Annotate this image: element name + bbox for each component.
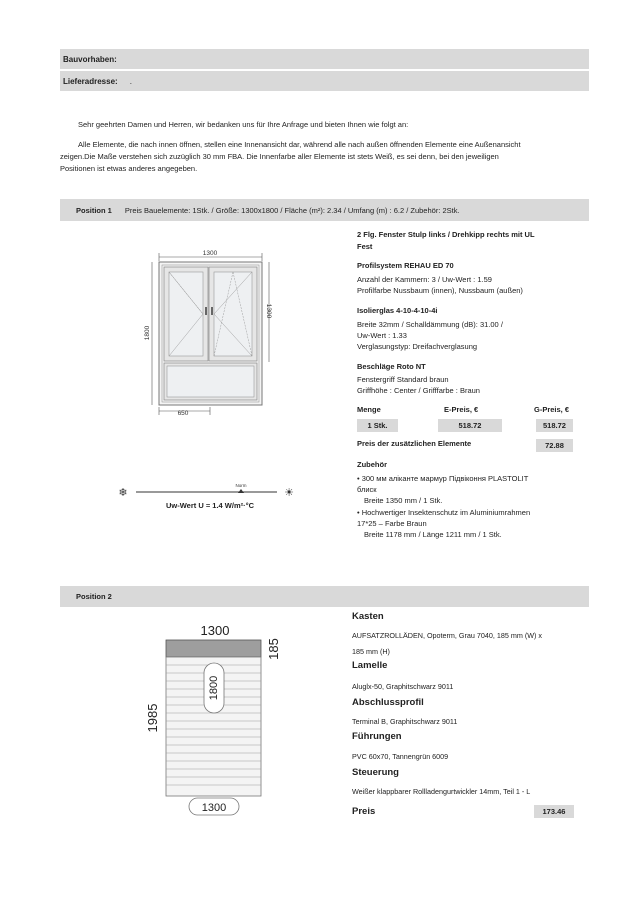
p1-width-label: 1300 xyxy=(202,250,218,257)
p1-profile-line1: Anzahl der Kammern: 3 / Uw-Wert : 1.59 xyxy=(357,275,492,284)
p1-profile-line2: Profilfarbe Nussbaum (innen), Nussbaum (außen) xyxy=(357,286,523,295)
uw-value: Uw-Wert U = 1.4 W/m²·°C xyxy=(165,501,255,510)
position1-bar xyxy=(60,199,589,221)
kasten-line1: AUFSATZROLLÄDEN, Opoterm, Grau 7040, 185 mm (W) x xyxy=(352,631,542,640)
position2-bar xyxy=(60,586,589,607)
acc2-line3: Breite 1178 mm / Länge 1211 mm / 1 Stk. xyxy=(364,530,502,539)
col-menge-header: Menge xyxy=(357,405,381,414)
norm-marker-icon xyxy=(238,489,244,493)
accessories-title: Zubehör xyxy=(357,460,387,469)
p1-glass-line2: Uw-Wert : 1.33 xyxy=(357,331,407,340)
bauvorhaben-label: Bauvorhaben: xyxy=(63,54,117,64)
acc1-line1: • 300 мм аліканте мармур Підвіконня PLASTOLIT xyxy=(357,474,529,483)
acc2-line1: • Hochwertiger Insektenschutz im Aluminiumrahmen xyxy=(357,508,531,517)
steuerung-title: Steuerung xyxy=(352,767,399,778)
lieferadresse-value: . xyxy=(129,76,132,86)
p1-glass-line3: Verglasungstyp: Dreifachverglasung xyxy=(357,342,478,351)
p1-sash-height-label: 1300 xyxy=(265,303,272,319)
p1-title-line2: Fest xyxy=(357,242,373,251)
shutter-drawing xyxy=(140,618,290,823)
intro-line-2: Alle Elemente, die nach innen öffnen, stellen eine Innenansicht dar, während alle nach außen öffnenden Elemente eine Außenansicht xyxy=(78,140,521,149)
lamelle-text: Aluglx-50, Graphitschwarz 9011 xyxy=(352,682,454,691)
p2-total-height-label: 1985 xyxy=(145,703,160,733)
intro-line-3: zeigen.Die Maße verstehen sich zuzüglich 30 mm FBA. Die Innenfarbe aller Elemente ist stets Weiß, es sei denn, bei den jeweiligen xyxy=(60,152,499,161)
p1-hardware-line1: Fenstergriff Standard braun xyxy=(357,375,449,384)
p2-preis-value: 173.46 xyxy=(534,805,574,818)
lamelle-title: Lamelle xyxy=(352,660,388,671)
snowflake-icon: ❄ xyxy=(118,487,128,499)
p1-profile-title: Profilsystem REHAU ED 70 xyxy=(357,261,454,270)
p1-title-line1: 2 Flg. Fenster Stulp links / Drehkipp rechts mit UL xyxy=(357,230,535,239)
intro-greeting: Sehr geehrten Damen und Herren, wir bedanken uns für Ihre Anfrage und bieten Ihnen wie folgt an: xyxy=(78,120,409,129)
p1-hardware-line2: Griffhöhe : Center / Grifffarbe : Braun xyxy=(357,386,480,395)
gpreis-value: 518.72 xyxy=(536,419,573,432)
kasten-line2: 185 mm (H) xyxy=(352,647,390,656)
bauvorhaben-bar xyxy=(60,49,589,69)
p2-width-label: 1300 xyxy=(200,623,230,638)
lieferadresse-label: Lieferadresse: xyxy=(63,76,118,86)
extra-elements-value: 72.88 xyxy=(536,439,573,452)
kasten-title: Kasten xyxy=(352,611,384,622)
uw-scale xyxy=(113,480,303,514)
steuerung-text: Weißer klappbarer Rollladengurtwickler 14mm, Teil 1 - L xyxy=(352,787,531,796)
lieferadresse-bar xyxy=(60,71,589,91)
p1-glass-line1: Breite 32mm / Schalldämmung (dB): 31.00 / xyxy=(357,320,503,329)
fuehrungen-text: PVC 60x70, Tannengrün 6009 xyxy=(352,752,449,761)
abschluss-title: Abschlussprofil xyxy=(352,697,424,708)
p2-preis-label: Preis xyxy=(352,806,376,817)
position1-summary: Preis Bauelemente: 1Stk. / Größe: 1300x1800 / Fläche (m²): 2.34 / Umfang (m) : 6.2 / Zubehör: 2Stk. xyxy=(124,205,460,215)
p1-bottom-width-label: 650 xyxy=(177,410,189,417)
position1-label: Position 1 xyxy=(76,205,112,215)
p2-bottom-width-label: 1300 xyxy=(201,802,227,814)
acc2-line2: 17*25 – Farbe Braun xyxy=(357,519,427,528)
col-epreis-header: E-Preis, € xyxy=(444,405,479,414)
sun-icon: ☀ xyxy=(284,487,294,499)
p2-box-height-label: 185 xyxy=(266,638,281,660)
extra-elements-label: Preis der zusätzlichen Elemente xyxy=(357,439,472,448)
col-gpreis-header: G-Preis, € xyxy=(534,405,570,414)
abschluss-text: Terminal B, Graphitschwarz 9011 xyxy=(352,717,458,726)
position2-label: Position 2 xyxy=(76,592,112,601)
window-drawing xyxy=(138,245,278,420)
p1-hardware-title: Beschläge Roto NT xyxy=(357,362,426,371)
p1-glass-title: Isolierglas 4-10-4-10-4i xyxy=(357,306,438,315)
menge-value: 1 Stk. xyxy=(357,419,398,432)
p2-inner-height-label: 1800 xyxy=(207,675,220,701)
p1-height-label: 1800 xyxy=(144,325,151,341)
fuehrungen-title: Führungen xyxy=(352,731,402,742)
acc1-line3: Breite 1350 mm / 1 Stk. xyxy=(364,496,443,505)
epreis-value: 518.72 xyxy=(438,419,502,432)
intro-line-4: Positionen ist etwas anderes angegeben. xyxy=(60,164,198,173)
acc1-line2: блиск xyxy=(357,485,377,494)
norm-label: Norm xyxy=(235,483,247,488)
